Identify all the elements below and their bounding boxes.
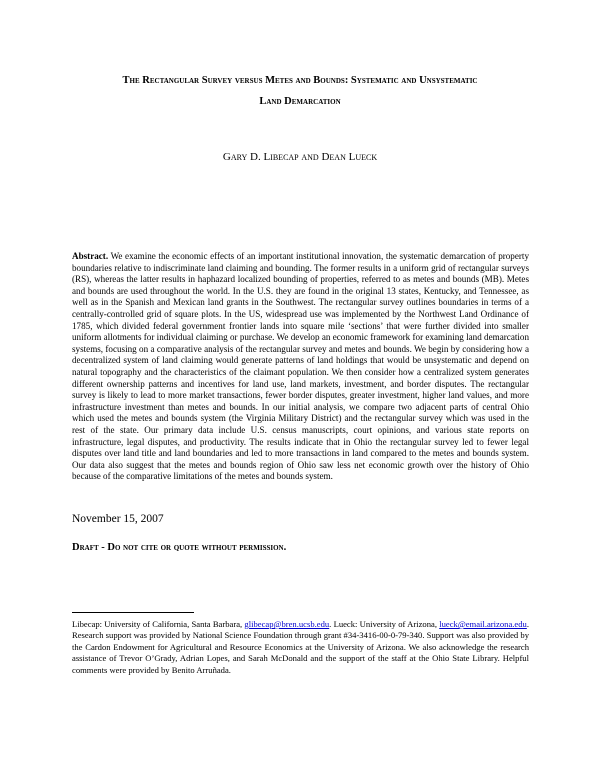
lueck-email-link[interactable]: lueck@email.arizona.edu xyxy=(439,619,527,629)
footnote-divider xyxy=(72,612,194,613)
abstract-label: Abstract. xyxy=(72,251,109,261)
author-footnote xyxy=(72,619,529,676)
paper-title xyxy=(60,70,540,112)
footnote-text-2: . Lueck: University of Arizona, xyxy=(329,619,440,629)
abstract-body: We examine the economic effects of an important institutional innovation, the systematic demarcation of property boundaries relative to indiscriminate land claiming and bounding. The former results in a uniform grid of rectangular surveys (RS), whereas the latter results in haphazard localized bounding of properties, referred to as metes and bounds (MB). Metes and bounds are used throughout the world. In the U.S. they are found in the original 13 states, Kentucky, and Tennessee, as well as in the Spanish and Mexican land grants in the Southwest. The rectangular survey outlines boundaries in terms of a centrally-controlled grid of square plots. In the US, widespread use was implemented by the Northwest Land Ordinance of 1785, which divided federal government frontier lands into square mile ‘sections’ that were further divided into smaller uniform allotments for individual claiming or purchase. We develop an economic framework for examining land demarcation systems, focusing on a comparative analysis of the rectangular survey and metes and bounds. We begin by considering how a decentralized system of land claiming would generate patterns of land holdings that would be unsystematic and depend on natural topography and the characteristics of the claimant population. We then consider how a centralized system generates different ownership patterns and incentives for land use, land markets, investment, and border disputes. The rectangular survey is likely to lead to more market transactions, fewer border disputes, greater investment, higher land values, and more infrastructure investment than metes and bounds. In our initial analysis, we compare two adjacent parts of central Ohio which used the metes and bounds system (the Virginia Military District) and the rectangular survey which was used in the rest of the state. Our primary data include U.S. census manuscripts, court opinions, and various state reports on infrastructure, legal disputes, and productivity. The results indicate that in Ohio the rectangular survey led to fewer legal disputes over land title and land boundaries and led to more transactions in land compared to the metes and bounds system. Our data also suggest that the metes and bounds region of Ohio saw less net economic growth over the history of Ohio because of the comparative limitations of the metes and bounds system. xyxy=(72,251,529,482)
paper-date: November 15, 2007 xyxy=(72,513,164,525)
footnote-text-3: . Research support was provided by National Science Foundation through grant #34-3416-00-0-79-340. Support was also provided by the Cardon Endowment for Agricultural and Resource Economics at the University of Arizona. We also acknowledge the research assistance of Trevor O’Grady, Adrian Lopes, and Sarah McDonald and the support of the staff at the Ohio State Library. Helpful comments were provided by Benito Arruñada. xyxy=(72,619,529,675)
title-line-2: Land Demarcation xyxy=(259,96,341,107)
author-names: Gary D. Libecap and Dean Lueck xyxy=(222,151,378,163)
footnote-text-1: Libecap: University of California, Santa Barbara, xyxy=(72,619,245,629)
abstract xyxy=(72,251,529,483)
draft-notice: Draft - Do not cite or quote without permission. xyxy=(72,542,287,553)
title-line-1: The Rectangular Survey versus Metes and Bounds: Systematic and Unsystematic xyxy=(122,75,478,86)
libecap-email-link[interactable]: glibecap@bren.ucsb.edu xyxy=(244,619,330,629)
